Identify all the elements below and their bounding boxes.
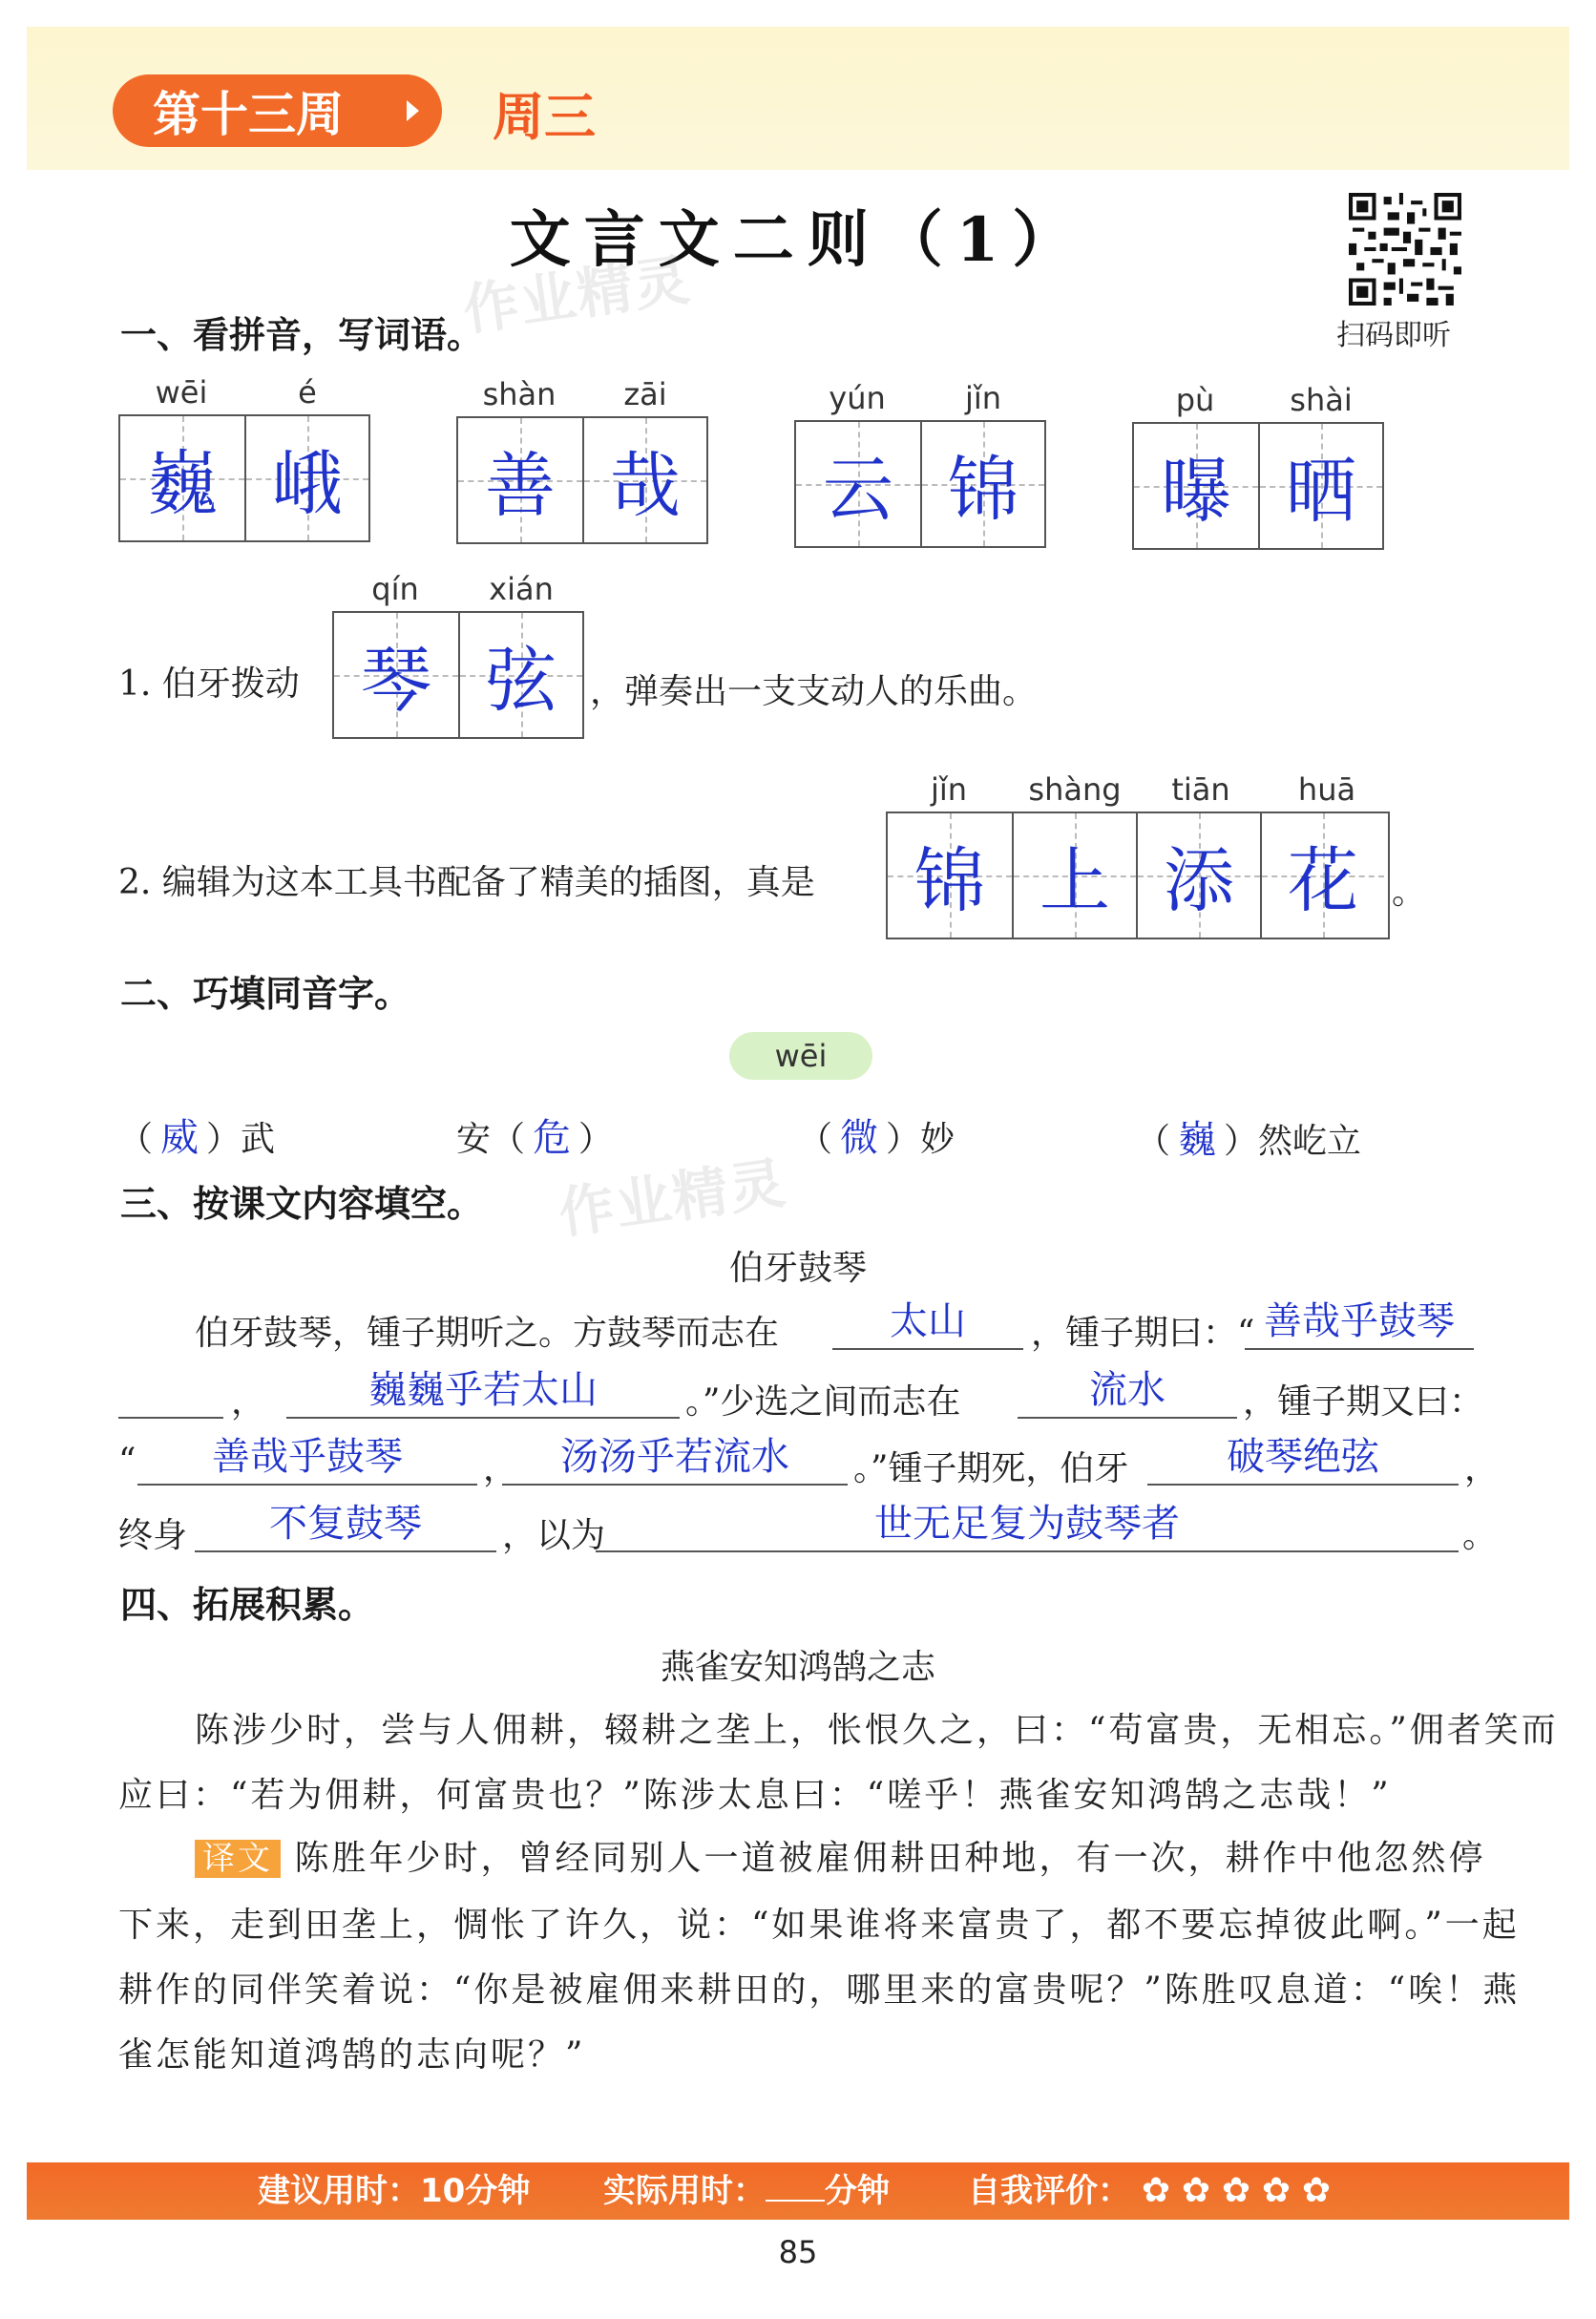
actual-time: 实际用时： 分钟 <box>603 2163 890 2219</box>
writing-cell[interactable]: 弦 <box>458 613 582 737</box>
pinyin: zāi <box>623 376 667 412</box>
star-icon[interactable]: ✿ <box>1261 2171 1292 2210</box>
blank-line <box>596 1550 1459 1552</box>
writing-cell[interactable]: 哉 <box>582 418 706 542</box>
pinyin: qín <box>371 571 419 607</box>
answer-blank[interactable]: 汤汤乎若流水 <box>560 1435 789 1479</box>
blank-line <box>195 1550 496 1552</box>
word-group-3 <box>794 380 1046 548</box>
section-4-heading: 四、拓展积累。 <box>120 1584 375 1626</box>
passage-text: ，锺子期曰：“ <box>1031 1314 1255 1353</box>
answer-blank[interactable]: 破琴绝弦 <box>1227 1435 1379 1479</box>
page-title: 文言文二则（1） <box>509 204 1087 276</box>
day-label: 周三 <box>493 87 596 147</box>
blank-line <box>832 1348 1023 1350</box>
translation-tag: 译文 <box>195 1840 281 1878</box>
pinyin: wēi <box>155 374 208 411</box>
question-1-prefix: 1. 伯牙拨动 <box>118 664 300 704</box>
pinyin: yún <box>829 380 886 416</box>
word-group-4 <box>1132 382 1384 550</box>
pinyin: shàng <box>1028 771 1122 808</box>
writing-cell[interactable]: 峨 <box>244 416 368 540</box>
writing-cell[interactable]: 巍 <box>120 416 244 540</box>
writing-cell[interactable]: 上 <box>1012 813 1136 938</box>
pinyin: jǐn <box>964 380 1002 416</box>
word-group-2 <box>456 376 708 544</box>
blank-line <box>502 1484 848 1486</box>
writing-cell[interactable]: 添 <box>1136 813 1260 938</box>
qr-caption: 扫码即听 <box>1336 319 1451 352</box>
section-1-heading: 一、看拼音，写词语。 <box>120 314 484 356</box>
translation-line: 耕作的同伴笑着说：“你是被雇佣来耕田的，哪里来的富贵呢？”陈胜叹息道：“唉！燕 <box>118 1971 1521 2010</box>
passage-text: 。 <box>1462 1516 1498 1555</box>
writing-cell[interactable]: 曝 <box>1134 424 1258 548</box>
watermark: 作业精灵 <box>555 1149 791 1247</box>
blank-line <box>1018 1417 1237 1419</box>
passage-line: 应曰：“若为佣耕，何富贵也？”陈涉太息曰：“嗟乎！燕雀安知鸿鹄之志哉！” <box>118 1776 1392 1815</box>
writing-cell[interactable]: 善 <box>458 418 582 542</box>
question-2-suffix: 。 <box>1392 873 1427 912</box>
qr-code-icon[interactable] <box>1349 193 1461 306</box>
self-evaluation: 自我评价： ✿ ✿ ✿ ✿ ✿ <box>968 2171 1332 2210</box>
pinyin: shàn <box>482 376 556 412</box>
answer[interactable]: 微 <box>840 1116 879 1160</box>
answer[interactable]: 威 <box>160 1116 200 1160</box>
week-label: 第十三周 <box>153 87 344 142</box>
answer-blank[interactable]: 流水 <box>1089 1368 1166 1412</box>
suggested-time: 建议用时：10分钟 <box>258 2172 531 2210</box>
homophone-item: （ 威 ）武 <box>118 1116 276 1160</box>
answer-blank[interactable]: 世无足复为鼓琴者 <box>874 1502 1180 1546</box>
writing-cell[interactable]: 锦 <box>920 422 1044 546</box>
question-1-suffix: ，弹奏出一支支动人的乐曲。 <box>590 672 1038 711</box>
passage-line: 陈涉少时，尝与人佣耕，辍耕之垄上，怅恨久之，曰：“苟富贵，无相忘。”佣者笑而 <box>195 1711 1559 1750</box>
blank-line <box>1245 1348 1474 1350</box>
translation-line: 雀怎能知道鸿鹄的志向呢？” <box>118 2035 586 2075</box>
pinyin: pù <box>1175 382 1215 418</box>
answer-blank[interactable]: 善哉乎鼓琴 <box>1264 1299 1455 1343</box>
answer[interactable]: 巍 <box>1178 1118 1217 1162</box>
writing-cell[interactable]: 琴 <box>334 613 458 737</box>
writing-cell[interactable]: 花 <box>1260 813 1384 938</box>
passage-text: 。”少选之间而志在 <box>685 1382 961 1422</box>
passage-text: 终身 <box>118 1516 188 1555</box>
pinyin: tiān <box>1171 771 1230 808</box>
writing-cell[interactable]: 锦 <box>888 813 1012 938</box>
blank-line <box>118 1417 223 1419</box>
writing-cell[interactable]: 云 <box>796 422 920 546</box>
star-icon[interactable]: ✿ <box>1141 2171 1171 2210</box>
section-2-heading: 二、巧填同音字。 <box>120 973 411 1015</box>
passage-text: ，以为 <box>502 1516 606 1555</box>
star-icon[interactable]: ✿ <box>1181 2171 1211 2210</box>
answer-blank[interactable]: 不复鼓琴 <box>269 1502 422 1546</box>
watermark: 作业精灵 <box>459 246 696 344</box>
pinyin: shài <box>1290 382 1353 418</box>
passage-text: ， <box>1464 1449 1500 1488</box>
pinyin: é <box>298 374 317 411</box>
blank-line <box>1147 1484 1459 1486</box>
homophone-item: （ 巍 ）然屹立 <box>1136 1118 1362 1162</box>
passage-text: 。”锺子期死，伯牙 <box>853 1449 1129 1488</box>
pinyin-badge: wēi <box>729 1032 872 1080</box>
writing-cell[interactable]: 晒 <box>1258 424 1382 548</box>
answer-blank[interactable]: 巍巍乎若太山 <box>368 1368 598 1412</box>
answer-blank[interactable]: 善哉乎鼓琴 <box>212 1435 403 1479</box>
homophone-item: 安（ 危 ） <box>456 1116 614 1160</box>
answer-blank[interactable]: 太山 <box>890 1299 966 1343</box>
passage-title: 伯牙鼓琴 <box>728 1249 867 1288</box>
passage-title: 燕雀安知鸿鹄之志 <box>660 1648 935 1687</box>
pinyin: huā <box>1297 771 1356 808</box>
homophone-item: （ 微 ）妙 <box>798 1116 956 1160</box>
pinyin: xián <box>489 571 554 607</box>
blank-line <box>286 1417 680 1419</box>
week-badge <box>113 74 442 147</box>
star-icon[interactable]: ✿ <box>1221 2171 1251 2210</box>
section-3-heading: 三、按课文内容填空。 <box>120 1183 484 1225</box>
passage-text: 伯牙鼓琴，锺子期听之。方鼓琴而志在 <box>195 1314 780 1353</box>
word-group-1 <box>118 374 370 542</box>
actual-time-blank[interactable] <box>766 2167 825 2202</box>
q2-word <box>886 771 1390 939</box>
q1-word <box>332 571 584 739</box>
blank-line <box>137 1484 477 1486</box>
play-arrow-icon <box>407 100 419 121</box>
translation-line: 下来，走到田垄上，惆怅了许久，说：“如果谁将来富贵了，都不要忘掉彼此啊。”一起 <box>118 1906 1520 1945</box>
passage-text: “ <box>118 1442 136 1481</box>
page-number: 85 <box>778 2234 818 2270</box>
passage-text: ， <box>231 1382 266 1422</box>
answer[interactable]: 危 <box>533 1116 572 1160</box>
passage-text: ， <box>483 1449 518 1488</box>
question-2-prefix: 2. 编辑为这本工具书配备了精美的插图，真是 <box>118 863 815 902</box>
passage-text: ，锺子期又曰： <box>1243 1382 1484 1422</box>
star-icon[interactable]: ✿ <box>1301 2171 1332 2210</box>
translation-line: 译文 陈胜年少时，曾经同别人一道被雇佣耕田种地，有一次，耕作中他忽然停 <box>195 1831 1485 1880</box>
pinyin: jǐn <box>930 771 968 808</box>
